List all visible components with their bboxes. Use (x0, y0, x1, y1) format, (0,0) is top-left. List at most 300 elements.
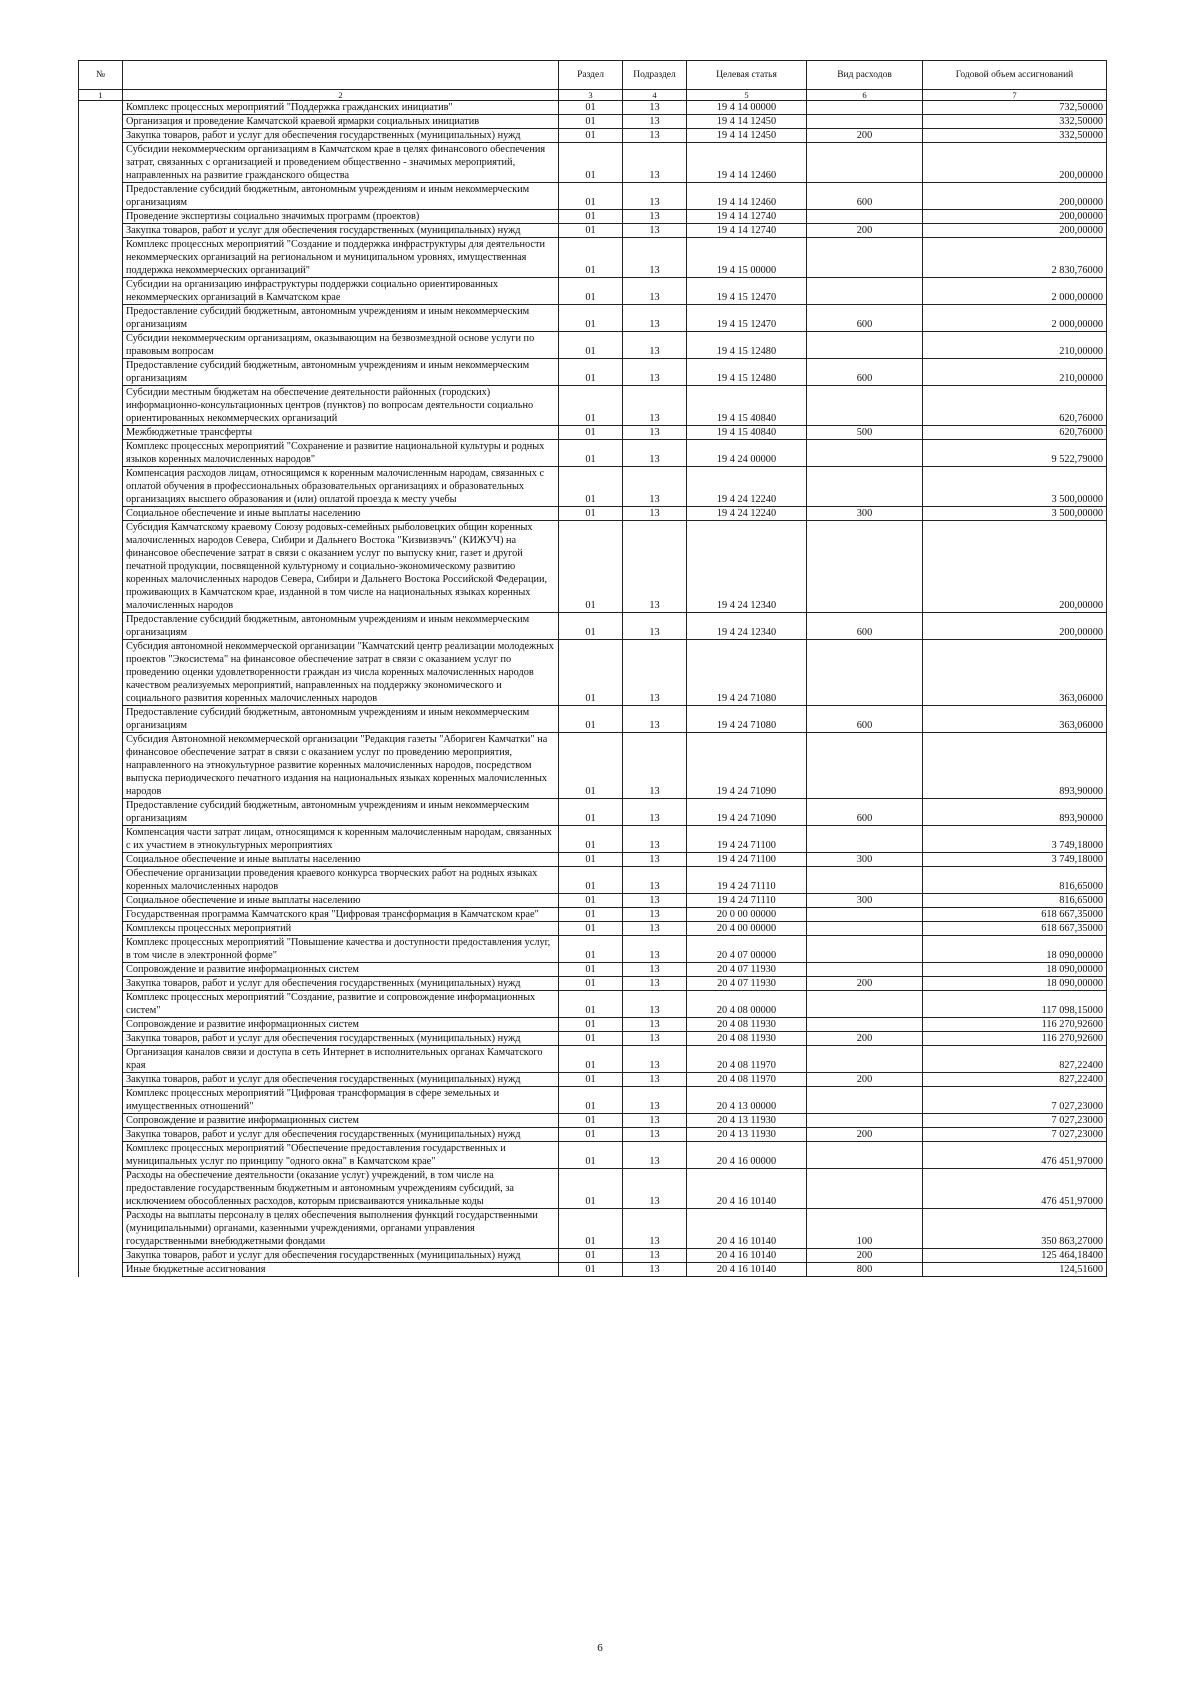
cell-razdel: 01 (559, 826, 623, 853)
cell-sum: 618 667,35000 (923, 922, 1107, 936)
cell-sum: 332,50000 (923, 115, 1107, 129)
cell-vr (807, 908, 923, 922)
cell-name: Компенсация расходов лицам, относящимся к коренным малочисленным народам, связанных с оплатой обучения в профессиональных образовательных организациях и образовательных организациях высшего образования и (или) оплатой проезда к месту учебы (123, 467, 559, 507)
table-row (79, 853, 1107, 867)
cell-name: Предоставление субсидий бюджетным, автономным учреждениям и иным некоммерческим организациям (123, 359, 559, 386)
row-number-cell (79, 115, 123, 129)
cell-vr (807, 467, 923, 507)
row-number-cell (79, 521, 123, 613)
cell-razdel: 01 (559, 210, 623, 224)
cell-razdel: 01 (559, 1142, 623, 1169)
column-number-row (79, 90, 1107, 101)
cell-podrazdel: 13 (623, 210, 687, 224)
table-row (79, 507, 1107, 521)
cell-podrazdel: 13 (623, 936, 687, 963)
cell-vr (807, 386, 923, 426)
cell-razdel: 01 (559, 1032, 623, 1046)
cell-podrazdel: 13 (623, 867, 687, 894)
cell-podrazdel: 13 (623, 922, 687, 936)
cell-podrazdel: 13 (623, 1209, 687, 1249)
cell-sum: 7 027,23000 (923, 1114, 1107, 1128)
cell-sum: 7 027,23000 (923, 1087, 1107, 1114)
cell-razdel: 01 (559, 1087, 623, 1114)
cell-sum: 893,90000 (923, 733, 1107, 799)
cell-razdel: 01 (559, 238, 623, 278)
cell-podrazdel: 13 (623, 733, 687, 799)
cell-razdel: 01 (559, 143, 623, 183)
table-row (79, 1073, 1107, 1087)
cell-sum: 124,51600 (923, 1263, 1107, 1277)
cell-csr: 19 4 24 12240 (687, 467, 807, 507)
cell-csr: 20 4 08 11970 (687, 1046, 807, 1073)
cell-podrazdel: 13 (623, 278, 687, 305)
row-number-cell (79, 853, 123, 867)
cell-podrazdel: 13 (623, 1263, 687, 1277)
cell-csr: 19 4 14 12740 (687, 210, 807, 224)
cell-podrazdel: 13 (623, 894, 687, 908)
cell-podrazdel: 13 (623, 521, 687, 613)
cell-csr: 20 4 16 10140 (687, 1169, 807, 1209)
cell-vr: 200 (807, 977, 923, 991)
cell-razdel: 01 (559, 991, 623, 1018)
table-row (79, 1087, 1107, 1114)
cell-podrazdel: 13 (623, 853, 687, 867)
cell-podrazdel: 13 (623, 426, 687, 440)
cell-vr (807, 1018, 923, 1032)
row-number-cell (79, 129, 123, 143)
cell-csr: 19 4 24 12240 (687, 507, 807, 521)
cell-sum: 116 270,92600 (923, 1018, 1107, 1032)
cell-name: Сопровождение и развитие информационных систем (123, 1114, 559, 1128)
cell-sum: 200,00000 (923, 183, 1107, 210)
header-csr: Целевая статья (687, 61, 807, 90)
cell-sum: 200,00000 (923, 613, 1107, 640)
row-number-cell (79, 224, 123, 238)
table-row (79, 1249, 1107, 1263)
cell-name: Субсидия Камчатскому краевому Союзу родовых-семейных рыболовецких общин коренных малочисленных народов Севера, Сибири и Дальнего Востока "Кизвизвэчъ" (КИЖУЧ) на финансовое обеспечение затрат в связи с оказанием услуг по выпуску книг, газет и другой печатной продукции, посвященной культурному и социально-экономическому развитию коренных малочисленных народов Севера, Сибири и Дальнего Востока Российской Федерации, проживающих в Камчатском крае, изданной в том числе на национальных языках коренных малочисленных народов (123, 521, 559, 613)
budget-table-sheet (78, 60, 1106, 1277)
column-number: 2 (123, 90, 559, 101)
table-row (79, 894, 1107, 908)
cell-name: Комплекс процессных мероприятий "Повышение качества и доступности предоставления услуг, в том числе в электронной форме" (123, 936, 559, 963)
cell-csr: 19 4 14 12450 (687, 115, 807, 129)
cell-csr: 19 4 15 40840 (687, 426, 807, 440)
cell-sum: 200,00000 (923, 521, 1107, 613)
cell-vr: 200 (807, 1128, 923, 1142)
table-row (79, 359, 1107, 386)
cell-razdel: 01 (559, 305, 623, 332)
table-row (79, 440, 1107, 467)
cell-csr: 19 4 15 12470 (687, 278, 807, 305)
table-row (79, 183, 1107, 210)
cell-vr: 600 (807, 183, 923, 210)
cell-razdel: 01 (559, 129, 623, 143)
cell-vr (807, 733, 923, 799)
cell-vr (807, 210, 923, 224)
cell-podrazdel: 13 (623, 440, 687, 467)
table-row (79, 991, 1107, 1018)
cell-name: Субсидии местным бюджетам на обеспечение деятельности районных (городских) информационно-консультационных центров (пунктов) по вопросам деятельности социально ориентированных некоммерческих организаций (123, 386, 559, 426)
cell-csr: 19 4 14 12460 (687, 183, 807, 210)
cell-csr: 19 4 24 71090 (687, 799, 807, 826)
cell-sum: 332,50000 (923, 129, 1107, 143)
cell-vr: 200 (807, 1249, 923, 1263)
cell-vr (807, 440, 923, 467)
cell-podrazdel: 13 (623, 467, 687, 507)
budget-table (78, 60, 1107, 1277)
cell-razdel: 01 (559, 908, 623, 922)
cell-vr (807, 101, 923, 115)
table-row (79, 1128, 1107, 1142)
cell-sum: 816,65000 (923, 894, 1107, 908)
cell-name: Закупка товаров, работ и услуг для обеспечения государственных (муниципальных) нужд (123, 224, 559, 238)
table-row (79, 826, 1107, 853)
header-razdel: Раздел (559, 61, 623, 90)
cell-name: Комплекс процессных мероприятий "Сохранение и развитие национальной культуры и родных языков коренных малочисленных народов" (123, 440, 559, 467)
table-row (79, 1142, 1107, 1169)
row-number-cell (79, 936, 123, 963)
cell-razdel: 01 (559, 224, 623, 238)
column-number: 7 (923, 90, 1107, 101)
table-body (79, 101, 1107, 1277)
row-number-cell (79, 1142, 123, 1169)
cell-razdel: 01 (559, 894, 623, 908)
row-number-cell (79, 1128, 123, 1142)
cell-razdel: 01 (559, 1073, 623, 1087)
cell-vr (807, 991, 923, 1018)
cell-name: Иные бюджетные ассигнования (123, 1263, 559, 1277)
header-podrazdel: Подраздел (623, 61, 687, 90)
cell-vr (807, 826, 923, 853)
cell-razdel: 01 (559, 1128, 623, 1142)
cell-name: Социальное обеспечение и иные выплаты населению (123, 853, 559, 867)
cell-sum: 2 830,76000 (923, 238, 1107, 278)
header-sum: Годовой объем ассигнований (923, 61, 1107, 90)
cell-sum: 816,65000 (923, 867, 1107, 894)
cell-razdel: 01 (559, 1263, 623, 1277)
row-number-cell (79, 507, 123, 521)
cell-name: Сопровождение и развитие информационных систем (123, 1018, 559, 1032)
cell-csr: 19 4 14 00000 (687, 101, 807, 115)
cell-csr: 20 4 08 11970 (687, 1073, 807, 1087)
cell-vr (807, 1114, 923, 1128)
cell-sum: 363,06000 (923, 706, 1107, 733)
cell-csr: 20 4 08 11930 (687, 1032, 807, 1046)
cell-razdel: 01 (559, 359, 623, 386)
cell-vr: 600 (807, 613, 923, 640)
cell-name: Комплекс процессных мероприятий "Создание, развитие и сопровождение информационных систем" (123, 991, 559, 1018)
cell-name: Комплекс процессных мероприятий "Обеспечение предоставления государственных и муниципальных услуг по принципу "одного окна" в Камчатском крае" (123, 1142, 559, 1169)
cell-name: Предоставление субсидий бюджетным, автономным учреждениям и иным некоммерческим организациям (123, 305, 559, 332)
row-number-cell (79, 359, 123, 386)
cell-sum: 476 451,97000 (923, 1169, 1107, 1209)
row-number-cell (79, 922, 123, 936)
table-row (79, 386, 1107, 426)
cell-razdel: 01 (559, 467, 623, 507)
cell-vr (807, 521, 923, 613)
table-row (79, 129, 1107, 143)
cell-sum: 2 000,00000 (923, 305, 1107, 332)
cell-sum: 210,00000 (923, 332, 1107, 359)
cell-vr (807, 143, 923, 183)
cell-csr: 19 4 14 12450 (687, 129, 807, 143)
cell-vr (807, 115, 923, 129)
cell-razdel: 01 (559, 1046, 623, 1073)
cell-name: Организация каналов связи и доступа в сеть Интернет в исполнительных органах Камчатского края (123, 1046, 559, 1073)
cell-vr: 300 (807, 507, 923, 521)
cell-csr: 19 4 14 12740 (687, 224, 807, 238)
cell-razdel: 01 (559, 640, 623, 706)
cell-csr: 19 4 14 12460 (687, 143, 807, 183)
cell-csr: 20 4 00 00000 (687, 922, 807, 936)
cell-sum: 2 000,00000 (923, 278, 1107, 305)
cell-razdel: 01 (559, 963, 623, 977)
cell-vr: 200 (807, 1073, 923, 1087)
table-row (79, 1018, 1107, 1032)
cell-podrazdel: 13 (623, 143, 687, 183)
page-number: 6 (597, 1642, 603, 1654)
cell-razdel: 01 (559, 278, 623, 305)
cell-sum: 125 464,18400 (923, 1249, 1107, 1263)
cell-name: Предоставление субсидий бюджетным, автономным учреждениям и иным некоммерческим организациям (123, 183, 559, 210)
cell-sum: 200,00000 (923, 143, 1107, 183)
cell-podrazdel: 13 (623, 1032, 687, 1046)
cell-vr (807, 936, 923, 963)
cell-vr (807, 640, 923, 706)
cell-vr (807, 1142, 923, 1169)
cell-name: Комплекс процессных мероприятий "Поддержка гражданских инициатив" (123, 101, 559, 115)
cell-csr: 20 4 13 11930 (687, 1128, 807, 1142)
cell-name: Обеспечение организации проведения краевого конкурса творческих работ на родных языках коренных малочисленных народов (123, 867, 559, 894)
cell-csr: 19 4 15 12480 (687, 359, 807, 386)
row-number-cell (79, 977, 123, 991)
cell-podrazdel: 13 (623, 799, 687, 826)
cell-sum: 620,76000 (923, 386, 1107, 426)
cell-razdel: 01 (559, 936, 623, 963)
row-number-cell (79, 210, 123, 224)
cell-podrazdel: 13 (623, 908, 687, 922)
cell-name: Предоставление субсидий бюджетным, автономным учреждениям и иным некоммерческим организациям (123, 799, 559, 826)
cell-sum: 350 863,27000 (923, 1209, 1107, 1249)
cell-razdel: 01 (559, 101, 623, 115)
cell-csr: 19 4 24 71090 (687, 733, 807, 799)
cell-name: Компенсация части затрат лицам, относящимся к коренным малочисленным народам, связанных с их участием в этнокультурных мероприятиях (123, 826, 559, 853)
row-number-cell (79, 1018, 123, 1032)
table-row (79, 640, 1107, 706)
row-number-cell (79, 426, 123, 440)
row-number-cell (79, 826, 123, 853)
cell-csr: 20 4 08 00000 (687, 991, 807, 1018)
cell-name: Субсидии на организацию инфраструктуры поддержки социально ориентированных некоммерческих организаций в Камчатском крае (123, 278, 559, 305)
cell-name: Расходы на выплаты персоналу в целях обеспечения выполнения функций государственными (муниципальными) органами, казенными учреждениями, органами управления государственными внебюджетными фондами (123, 1209, 559, 1249)
cell-razdel: 01 (559, 426, 623, 440)
cell-vr: 200 (807, 224, 923, 238)
table-row (79, 210, 1107, 224)
cell-csr: 20 4 16 10140 (687, 1263, 807, 1277)
cell-razdel: 01 (559, 853, 623, 867)
table-row (79, 1263, 1107, 1277)
cell-csr: 20 4 08 11930 (687, 1018, 807, 1032)
cell-razdel: 01 (559, 440, 623, 467)
cell-sum: 116 270,92600 (923, 1032, 1107, 1046)
table-row (79, 521, 1107, 613)
cell-csr: 20 4 13 00000 (687, 1087, 807, 1114)
cell-razdel: 01 (559, 1249, 623, 1263)
cell-razdel: 01 (559, 977, 623, 991)
table-row (79, 1114, 1107, 1128)
cell-csr: 19 4 15 40840 (687, 386, 807, 426)
cell-sum: 117 098,15000 (923, 991, 1107, 1018)
cell-vr (807, 1169, 923, 1209)
cell-vr: 300 (807, 894, 923, 908)
cell-name: Закупка товаров, работ и услуг для обеспечения государственных (муниципальных) нужд (123, 1128, 559, 1142)
row-number-cell (79, 1249, 123, 1263)
cell-csr: 19 4 24 71110 (687, 867, 807, 894)
row-number-cell (79, 332, 123, 359)
cell-name: Комплексы процессных мероприятий (123, 922, 559, 936)
cell-vr (807, 1046, 923, 1073)
cell-sum: 827,22400 (923, 1073, 1107, 1087)
row-number-cell (79, 440, 123, 467)
header-num: № (79, 61, 123, 90)
cell-csr: 19 4 24 00000 (687, 440, 807, 467)
table-row (79, 101, 1107, 115)
row-number-cell (79, 183, 123, 210)
cell-csr: 19 4 15 12480 (687, 332, 807, 359)
cell-vr (807, 238, 923, 278)
cell-podrazdel: 13 (623, 991, 687, 1018)
cell-name: Комплекс процессных мероприятий "Цифровая трансформация в сфере земельных и имущественных отношений" (123, 1087, 559, 1114)
cell-vr: 600 (807, 305, 923, 332)
cell-razdel: 01 (559, 706, 623, 733)
cell-sum: 18 090,00000 (923, 936, 1107, 963)
cell-podrazdel: 13 (623, 238, 687, 278)
cell-csr: 19 4 24 12340 (687, 521, 807, 613)
row-number-cell (79, 867, 123, 894)
table-row (79, 963, 1107, 977)
row-number-cell (79, 640, 123, 706)
cell-podrazdel: 13 (623, 1114, 687, 1128)
table-row (79, 1209, 1107, 1249)
cell-name: Организация и проведение Камчатской краевой ярмарки социальных инициатив (123, 115, 559, 129)
row-number-cell (79, 1209, 123, 1249)
cell-vr: 800 (807, 1263, 923, 1277)
cell-name: Закупка товаров, работ и услуг для обеспечения государственных (муниципальных) нужд (123, 1249, 559, 1263)
table-row (79, 278, 1107, 305)
cell-csr: 19 4 15 12470 (687, 305, 807, 332)
row-number-cell (79, 101, 123, 115)
cell-name: Межбюджетные трансферты (123, 426, 559, 440)
cell-sum: 18 090,00000 (923, 963, 1107, 977)
cell-podrazdel: 13 (623, 826, 687, 853)
header-vr: Вид расходов (807, 61, 923, 90)
table-row (79, 238, 1107, 278)
column-number: 4 (623, 90, 687, 101)
cell-sum: 3 749,18000 (923, 826, 1107, 853)
table-row (79, 224, 1107, 238)
table-row (79, 922, 1107, 936)
cell-podrazdel: 13 (623, 1087, 687, 1114)
cell-razdel: 01 (559, 386, 623, 426)
table-row (79, 1032, 1107, 1046)
cell-podrazdel: 13 (623, 101, 687, 115)
cell-podrazdel: 13 (623, 1249, 687, 1263)
row-number-cell (79, 1114, 123, 1128)
cell-name: Проведение экспертизы социально значимых программ (проектов) (123, 210, 559, 224)
cell-podrazdel: 13 (623, 963, 687, 977)
table-row (79, 936, 1107, 963)
cell-razdel: 01 (559, 115, 623, 129)
cell-sum: 3 500,00000 (923, 507, 1107, 521)
cell-podrazdel: 13 (623, 1128, 687, 1142)
cell-podrazdel: 13 (623, 613, 687, 640)
cell-razdel: 01 (559, 733, 623, 799)
column-number: 1 (79, 90, 123, 101)
cell-name: Закупка товаров, работ и услуг для обеспечения государственных (муниципальных) нужд (123, 977, 559, 991)
cell-vr: 100 (807, 1209, 923, 1249)
cell-vr (807, 963, 923, 977)
table-row (79, 467, 1107, 507)
cell-name: Субсидии некоммерческим организациям в Камчатском крае в целях финансового обеспечения затрат, связанных с организацией и проведением общественно - значимых мероприятий, направленных на развитие гражданского общества (123, 143, 559, 183)
cell-sum: 18 090,00000 (923, 977, 1107, 991)
cell-sum: 9 522,79000 (923, 440, 1107, 467)
cell-vr (807, 867, 923, 894)
cell-name: Расходы на обеспечение деятельности (оказание услуг) учреждений, в том числе на предоставление государственным бюджетным и автономным учреждениям субсидий, за исключением обособленных расходов, которым присваиваются уникальные коды (123, 1169, 559, 1209)
cell-csr: 20 4 13 11930 (687, 1114, 807, 1128)
cell-name: Социальное обеспечение и иные выплаты населению (123, 507, 559, 521)
cell-sum: 476 451,97000 (923, 1142, 1107, 1169)
cell-csr: 19 4 24 12340 (687, 613, 807, 640)
header-row (79, 61, 1107, 90)
cell-podrazdel: 13 (623, 706, 687, 733)
cell-vr: 600 (807, 799, 923, 826)
row-number-cell (79, 1046, 123, 1073)
cell-razdel: 01 (559, 1209, 623, 1249)
row-number-cell (79, 1032, 123, 1046)
cell-razdel: 01 (559, 183, 623, 210)
cell-razdel: 01 (559, 507, 623, 521)
cell-razdel: 01 (559, 521, 623, 613)
cell-vr: 200 (807, 1032, 923, 1046)
cell-csr: 20 4 16 10140 (687, 1249, 807, 1263)
row-number-cell (79, 1263, 123, 1277)
cell-podrazdel: 13 (623, 332, 687, 359)
column-number: 3 (559, 90, 623, 101)
row-number-cell (79, 1073, 123, 1087)
table-row (79, 867, 1107, 894)
row-number-cell (79, 467, 123, 507)
cell-name: Социальное обеспечение и иные выплаты населению (123, 894, 559, 908)
cell-podrazdel: 13 (623, 386, 687, 426)
cell-razdel: 01 (559, 332, 623, 359)
cell-csr: 20 4 07 11930 (687, 977, 807, 991)
table-row (79, 115, 1107, 129)
cell-podrazdel: 13 (623, 640, 687, 706)
table-row (79, 977, 1107, 991)
row-number-cell (79, 143, 123, 183)
cell-name: Предоставление субсидий бюджетным, автономным учреждениям и иным некоммерческим организациям (123, 613, 559, 640)
cell-csr: 20 4 16 10140 (687, 1209, 807, 1249)
cell-podrazdel: 13 (623, 115, 687, 129)
row-number-cell (79, 908, 123, 922)
cell-podrazdel: 13 (623, 305, 687, 332)
cell-vr: 300 (807, 853, 923, 867)
cell-sum: 200,00000 (923, 210, 1107, 224)
row-number-cell (79, 733, 123, 799)
row-number-cell (79, 1087, 123, 1114)
cell-name: Закупка товаров, работ и услуг для обеспечения государственных (муниципальных) нужд (123, 1032, 559, 1046)
cell-vr (807, 922, 923, 936)
